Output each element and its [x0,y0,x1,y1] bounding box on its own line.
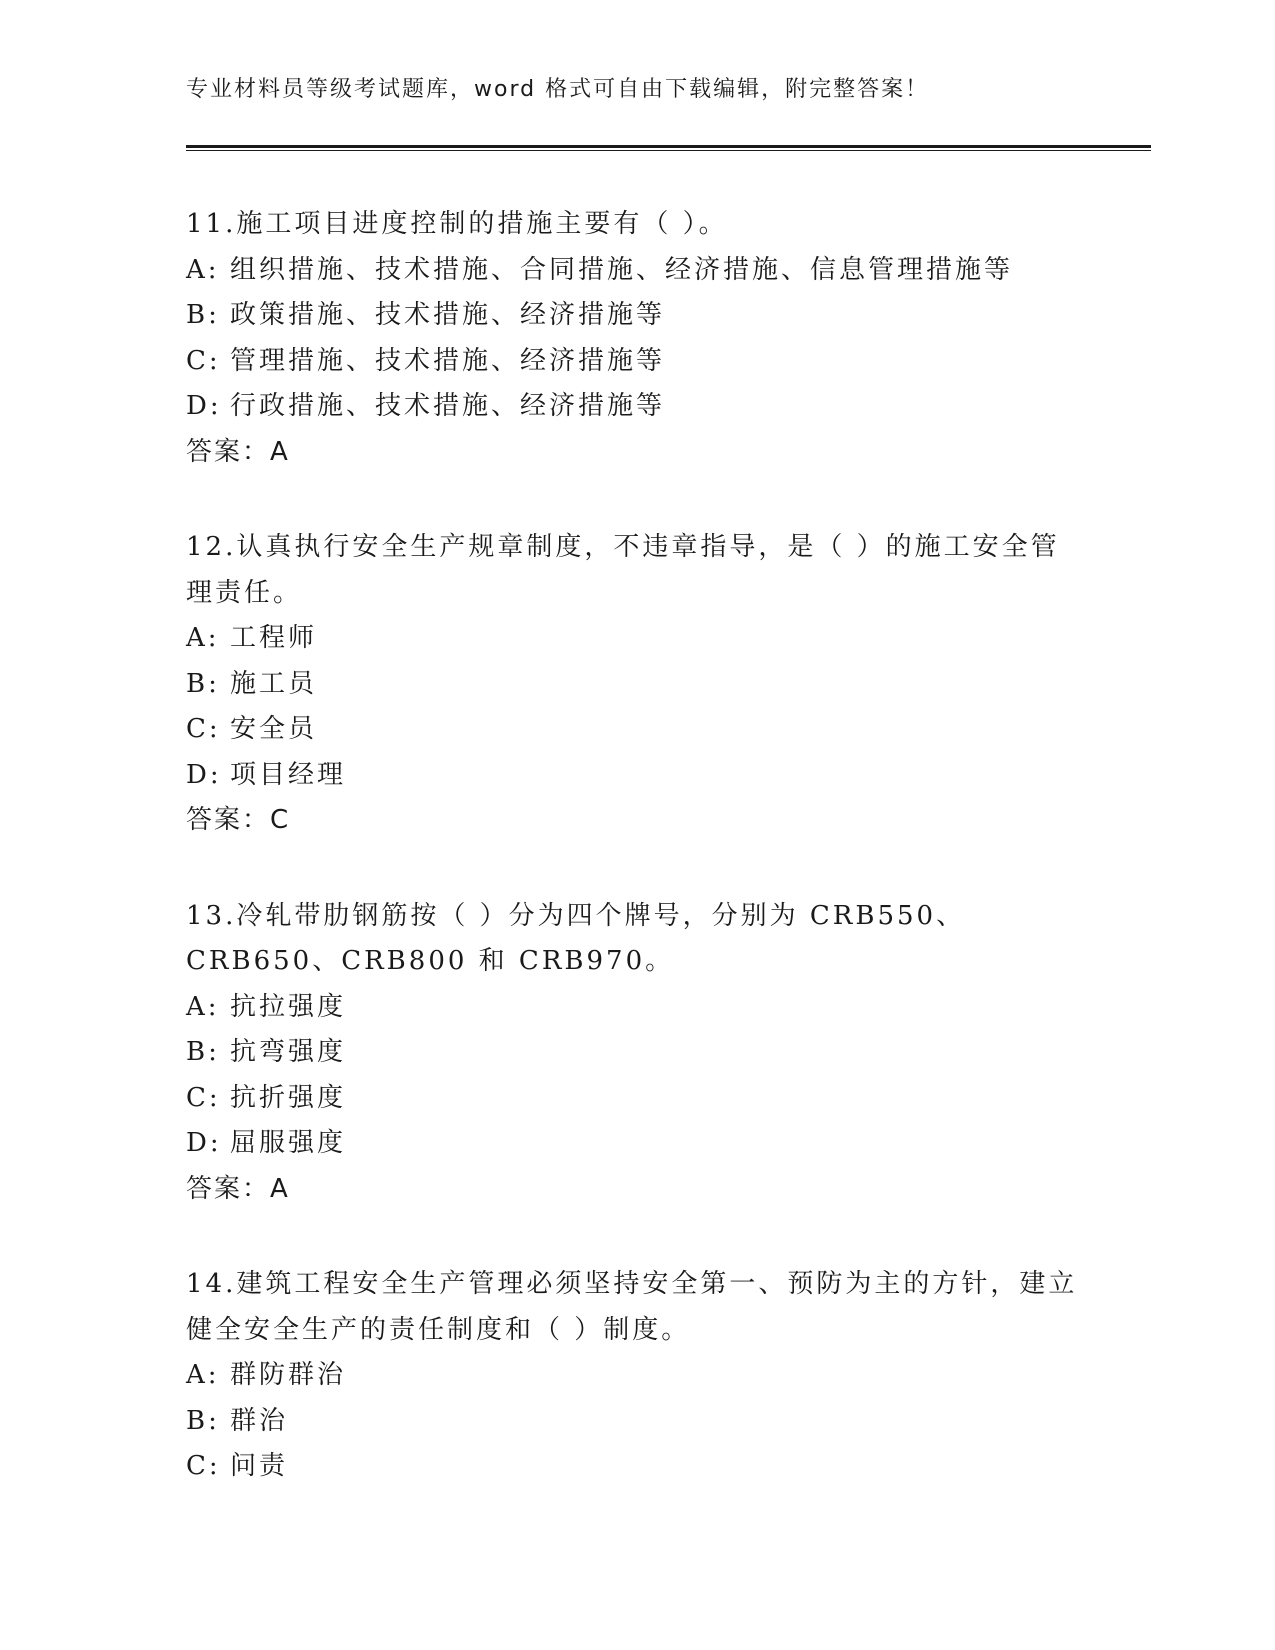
option-key: C: [186,714,221,744]
option-d [186,753,1086,799]
question-11 [186,202,1086,475]
question-stem: 11.施工项目进度控制的措施主要有（ ）。 [186,209,728,239]
question-13 [186,894,1086,1213]
option-text: 安全员 [230,714,318,744]
option-key: C: [186,1451,221,1481]
option-text: 群防群治 [230,1360,347,1390]
option-key: C: [186,1082,221,1113]
option-text: 工程师 [230,623,318,653]
answer: 答案：A [186,436,290,467]
option-text: 抗拉强度 [230,991,347,1022]
option-key: A: [186,1360,220,1390]
option-key: A: [186,991,220,1022]
header-divider [186,145,1151,148]
option-text: 项目经理 [230,759,347,790]
option-text: 管理措施、技术措施、经济措施等 [230,345,666,376]
question-stem: 14.建筑工程安全生产管理必须坚持安全第一、预防为主的方针，建立健全安全生产的责任制度和（ ）制度。 [186,1269,1078,1345]
option-text: 政策措施、技术措施、经济措施等 [230,300,666,330]
option-key: B: [186,1405,220,1436]
answer: 答案：C [186,805,291,835]
question-12 [186,525,1086,844]
option-key: D: [186,391,222,421]
option-text: 抗弯强度 [230,1037,347,1067]
option-c [186,707,1086,753]
option-b [186,1399,1086,1445]
option-d [186,384,1086,430]
option-key: D: [186,759,222,790]
question-stem: 13.冷轧带肋钢筋按（ ）分为四个牌号，分别为 CRB550、CRB650、CRB800 和 CRB970。 [186,900,966,976]
option-c [186,1076,1086,1122]
question-stem: 12.认真执行安全生产规章制度，不违章指导，是（ ）的施工安全管理责任。 [186,532,1060,608]
option-text: 群治 [230,1405,289,1436]
option-c [186,339,1086,385]
option-text: 问责 [230,1451,289,1481]
option-b [186,293,1086,339]
option-text: 行政措施、技术措施、经济措施等 [230,391,666,421]
answer: 答案：A [186,1173,290,1204]
question-14 [186,1262,1086,1490]
option-key: A: [186,623,220,653]
option-key: B: [186,1037,220,1067]
option-key: B: [186,300,220,330]
option-c [186,1444,1086,1490]
option-a [186,985,1086,1031]
option-key: A: [186,254,220,285]
option-text: 组织措施、技术措施、合同措施、经济措施、信息管理措施等 [230,254,1014,285]
option-key: B: [186,668,220,699]
option-key: C: [186,345,221,376]
option-d [186,1121,1086,1167]
option-text: 施工员 [230,668,318,699]
option-a [186,248,1086,294]
page-header: 专业材料员等级考试题库，word 格式可自由下载编辑，附完整答案！ [186,77,930,102]
option-text: 屈服强度 [230,1128,347,1158]
question-list [186,202,1086,1540]
option-key: D: [186,1128,222,1158]
option-a [186,616,1086,662]
option-b [186,1030,1086,1076]
option-b [186,662,1086,708]
option-text: 抗折强度 [230,1082,347,1113]
option-a [186,1353,1086,1399]
